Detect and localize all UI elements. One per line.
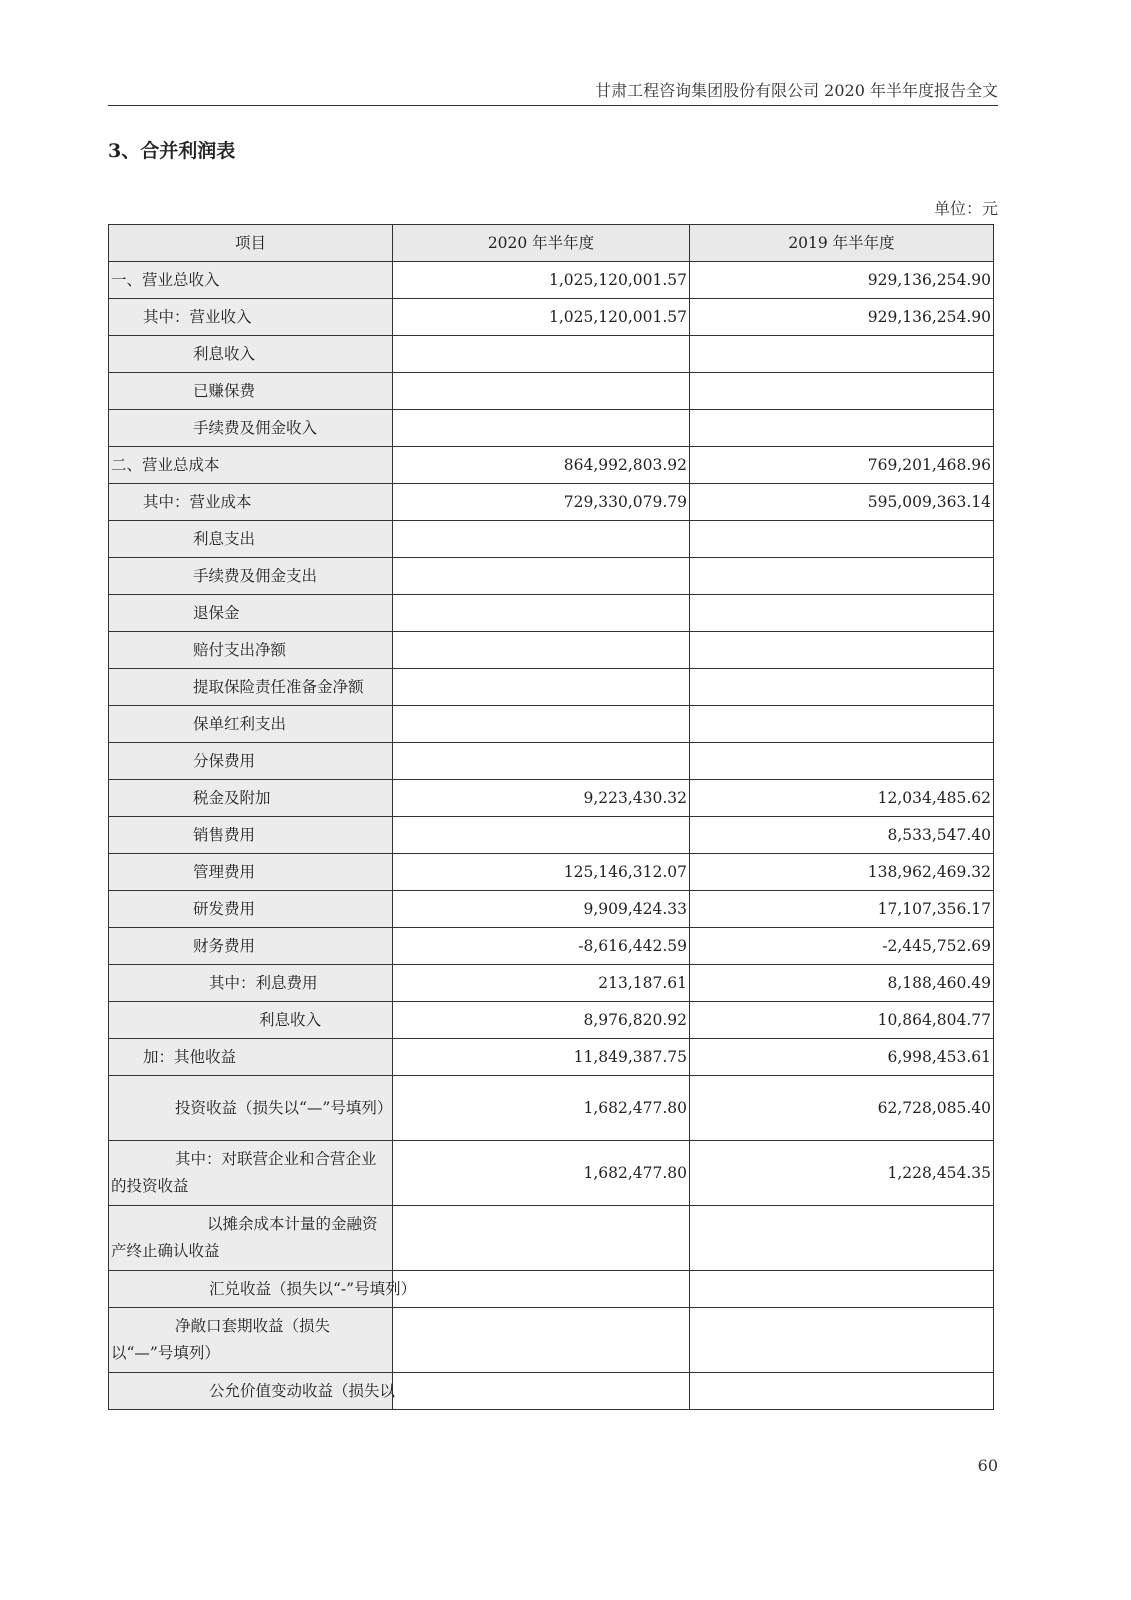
row-label: 一、营业总收入 — [109, 262, 393, 299]
row-label: 汇兑收益（损失以“-”号填列） — [109, 1271, 393, 1308]
value-2019 — [690, 336, 994, 373]
value-2020 — [393, 706, 690, 743]
value-2019: 769,201,468.96 — [690, 447, 994, 484]
row-label: 投资收益（损失以“—”号填列） — [109, 1076, 393, 1141]
table-header-row — [109, 225, 994, 262]
row-label: 手续费及佣金支出 — [109, 558, 393, 595]
value-2020: 729,330,079.79 — [393, 484, 690, 521]
table-row — [109, 336, 994, 373]
row-label: 加：其他收益 — [109, 1039, 393, 1076]
table-row — [109, 410, 994, 447]
row-label: 赔付支出净额 — [109, 632, 393, 669]
value-2019: 62,728,085.40 — [690, 1076, 994, 1141]
value-2020 — [393, 410, 690, 447]
value-2019: 929,136,254.90 — [690, 262, 994, 299]
table-row — [109, 262, 994, 299]
value-2020: 9,223,430.32 — [393, 780, 690, 817]
table-row — [109, 1308, 994, 1373]
value-2019: 1,228,454.35 — [690, 1141, 994, 1206]
value-2020 — [393, 1373, 690, 1410]
table-row — [109, 1271, 994, 1308]
income-statement-table — [108, 224, 994, 1410]
column-header-2019: 2019 年半年度 — [690, 225, 994, 262]
table-row — [109, 1039, 994, 1076]
table-row — [109, 447, 994, 484]
table-row — [109, 854, 994, 891]
value-2019: 595,009,363.14 — [690, 484, 994, 521]
value-2020 — [393, 743, 690, 780]
value-2020 — [393, 595, 690, 632]
value-2019 — [690, 1271, 994, 1308]
page-number: 60 — [977, 1456, 998, 1475]
value-2019: 10,864,804.77 — [690, 1002, 994, 1039]
row-label: 二、营业总成本 — [109, 447, 393, 484]
table-row — [109, 1206, 994, 1271]
table-row — [109, 1373, 994, 1410]
value-2020: 1,682,477.80 — [393, 1076, 690, 1141]
row-label: 税金及附加 — [109, 780, 393, 817]
value-2019: 8,533,547.40 — [690, 817, 994, 854]
table-row — [109, 373, 994, 410]
value-2020: 1,025,120,001.57 — [393, 262, 690, 299]
value-2020 — [393, 817, 690, 854]
value-2020 — [393, 373, 690, 410]
value-2019: 929,136,254.90 — [690, 299, 994, 336]
table-row — [109, 632, 994, 669]
value-2020 — [393, 336, 690, 373]
section-title: 3、合并利润表 — [108, 140, 236, 162]
value-2020: 9,909,424.33 — [393, 891, 690, 928]
table-row — [109, 706, 994, 743]
value-2019: 8,188,460.49 — [690, 965, 994, 1002]
table-row — [109, 595, 994, 632]
value-2019 — [690, 669, 994, 706]
row-label: 其中：对联营企业和合营企业的投资收益 — [109, 1141, 393, 1206]
value-2019 — [690, 410, 994, 447]
row-label: 其中：利息费用 — [109, 965, 393, 1002]
table-row — [109, 780, 994, 817]
value-2020: 1,682,477.80 — [393, 1141, 690, 1206]
value-2019 — [690, 743, 994, 780]
value-2020 — [393, 632, 690, 669]
row-label: 利息收入 — [109, 336, 393, 373]
value-2019 — [690, 373, 994, 410]
row-label: 已赚保费 — [109, 373, 393, 410]
table-row — [109, 817, 994, 854]
row-label: 分保费用 — [109, 743, 393, 780]
row-label: 手续费及佣金收入 — [109, 410, 393, 447]
table-row — [109, 891, 994, 928]
table-row — [109, 484, 994, 521]
value-2019: 12,034,485.62 — [690, 780, 994, 817]
value-2019 — [690, 558, 994, 595]
table-row — [109, 965, 994, 1002]
value-2019: 6,998,453.61 — [690, 1039, 994, 1076]
value-2020: -8,616,442.59 — [393, 928, 690, 965]
row-label: 退保金 — [109, 595, 393, 632]
value-2019 — [690, 595, 994, 632]
table-row — [109, 1002, 994, 1039]
row-label: 研发费用 — [109, 891, 393, 928]
row-label: 管理费用 — [109, 854, 393, 891]
value-2019 — [690, 521, 994, 558]
value-2020: 125,146,312.07 — [393, 854, 690, 891]
row-label: 利息支出 — [109, 521, 393, 558]
unit-label: 单位：元 — [933, 199, 998, 218]
column-header-item: 项目 — [109, 225, 393, 262]
value-2020 — [393, 521, 690, 558]
value-2020: 213,187.61 — [393, 965, 690, 1002]
value-2019: 138,962,469.32 — [690, 854, 994, 891]
value-2019 — [690, 1308, 994, 1373]
row-label: 提取保险责任准备金净额 — [109, 669, 393, 706]
value-2020 — [393, 1206, 690, 1271]
value-2020 — [393, 1308, 690, 1373]
row-label: 财务费用 — [109, 928, 393, 965]
value-2019: -2,445,752.69 — [690, 928, 994, 965]
column-header-2020: 2020 年半年度 — [393, 225, 690, 262]
row-label: 以摊余成本计量的金融资产终止确认收益 — [109, 1206, 393, 1271]
value-2020 — [393, 669, 690, 706]
value-2019: 17,107,356.17 — [690, 891, 994, 928]
value-2020: 864,992,803.92 — [393, 447, 690, 484]
table-row — [109, 521, 994, 558]
value-2020: 11,849,387.75 — [393, 1039, 690, 1076]
value-2020 — [393, 1271, 690, 1308]
value-2019 — [690, 1206, 994, 1271]
row-label: 销售费用 — [109, 817, 393, 854]
row-label: 公允价值变动收益（损失以 — [109, 1373, 393, 1410]
table-row — [109, 928, 994, 965]
row-label: 利息收入 — [109, 1002, 393, 1039]
row-label: 净敞口套期收益（损失以“—”号填列） — [109, 1308, 393, 1373]
value-2019 — [690, 1373, 994, 1410]
table-row — [109, 743, 994, 780]
table-row — [109, 1141, 994, 1206]
page-header: 甘肃工程咨询集团股份有限公司 2020 年半年度报告全文 — [108, 78, 998, 106]
row-label: 其中：营业收入 — [109, 299, 393, 336]
value-2020 — [393, 558, 690, 595]
value-2020: 8,976,820.92 — [393, 1002, 690, 1039]
table-row — [109, 558, 994, 595]
table-row — [109, 669, 994, 706]
value-2020: 1,025,120,001.57 — [393, 299, 690, 336]
table-row — [109, 1076, 994, 1141]
value-2019 — [690, 632, 994, 669]
row-label: 保单红利支出 — [109, 706, 393, 743]
row-label: 其中：营业成本 — [109, 484, 393, 521]
table-row — [109, 299, 994, 336]
value-2019 — [690, 706, 994, 743]
